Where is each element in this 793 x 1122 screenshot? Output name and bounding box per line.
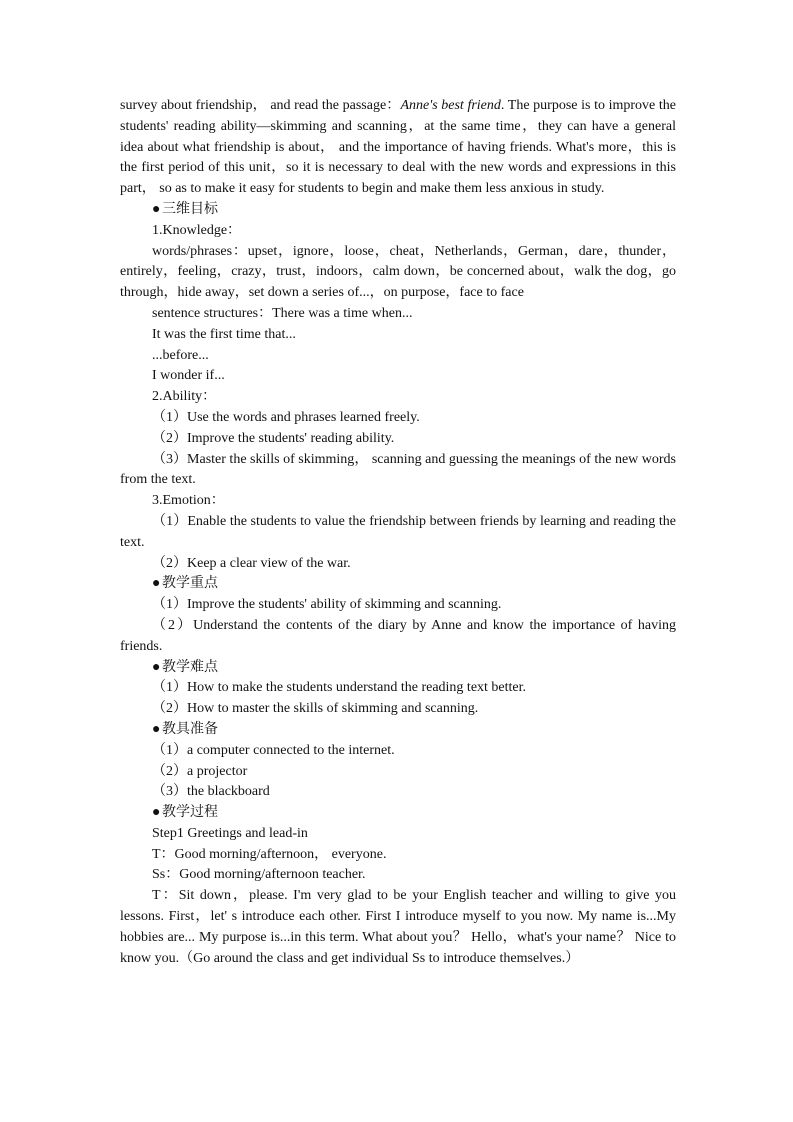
passage-title: Anne's best friend [400, 98, 501, 113]
emotion-label: 3.Emotion： [152, 493, 225, 509]
knowledge-label: 1.Knowledge： [152, 222, 242, 238]
teaching-aid-item: （2）a projector [152, 763, 248, 779]
ability-item: （2）Improve the students' reading ability. [152, 430, 395, 446]
bullet-icon: ● [152, 201, 161, 217]
dialogue-line: Ss：Good morning/afternoon teacher. [152, 867, 366, 883]
key-point-item: （2）Understand the contents of the diary by Anne and know the importance of having friends. [120, 617, 676, 654]
bullet-icon: ● [152, 576, 161, 592]
teaching-aids-heading [152, 720, 676, 741]
ability-item: （1）Use the words and phrases learned freely. [152, 409, 420, 425]
ability-item: （3）Master the skills of skimming， scanning and guessing the meanings of the new words from the text. [120, 451, 676, 488]
goals-heading-text: 三维目标 [162, 201, 218, 217]
emotion-item: （2）Keep a clear view of the war. [152, 555, 351, 571]
ability-label: 2.Ability： [152, 389, 217, 405]
step-title: Step1 Greetings and lead-in [152, 825, 308, 841]
words-phrases-paragraph: words/phrases：upset，ignore，loose，cheat，Netherlands，German，dare，thunder，entirely，feeling，crazy，trust，indoors，calm down，be concerned about，walk the dog，go through，hide away，set down a series of...，on purpose，face to face [120, 243, 676, 301]
teaching-aid-item: （3）the blackboard [152, 784, 270, 800]
bullet-icon: ● [152, 659, 161, 675]
structure-line: ...before... [152, 347, 209, 363]
teaching-aids-heading-text: 教具准备 [162, 721, 218, 737]
document-page [120, 96, 676, 969]
teaching-aid-item: （1）a computer connected to the internet. [152, 742, 395, 758]
structures-label: sentence structures：There was a time when... [152, 305, 413, 321]
teaching-process-heading [152, 803, 676, 824]
dialogue-line: T：Good morning/afternoon， everyone. [152, 846, 387, 862]
structure-line: I wonder if... [152, 368, 225, 384]
difficult-points-heading-text: 教学难点 [162, 659, 218, 675]
intro-paragraph [120, 96, 676, 200]
emotion-item: （1）Enable the students to value the friendship between friends by learning and reading the text. [120, 513, 676, 550]
difficult-point-item: （2）How to master the skills of skimming and scanning. [152, 701, 479, 717]
bullet-icon: ● [152, 805, 161, 821]
key-points-heading [152, 574, 676, 595]
goals-heading [152, 200, 676, 221]
intro-text-pre: survey about friendship， and read the passage： [120, 98, 401, 113]
difficult-point-item: （1）How to make the students understand the reading text better. [152, 680, 527, 696]
dialogue-paragraph: T：Sit down，please. I'm very glad to be your English teacher and willing to give you lessons. First，let' s introduce each other. First I introduce myself to you now. My name is...My hobbies are... My purpose is...in this term. What about you？ Hello，what's your name？ Nice to know you.（Go around the class and get individual Ss to introduce themselves.） [120, 888, 676, 966]
bullet-icon: ● [152, 721, 161, 737]
difficult-points-heading [152, 658, 676, 679]
structure-line: It was the first time that... [152, 326, 296, 342]
teaching-process-heading-text: 教学过程 [162, 805, 218, 821]
intro-text-post: . The purpose is to improve the students' reading ability—skimming and scanning，at the same time，they can have a general idea about what friendship is about， and the importance of having friends. What's more，this is the first period of this unit，so it is necessary to deal with the new words and expressions in this part， so as to make it easy for students to begin and make them less anxious in study. [120, 98, 677, 197]
key-point-item: （1）Improve the students' ability of skimming and scanning. [152, 597, 502, 613]
key-points-heading-text: 教学重点 [162, 576, 218, 592]
